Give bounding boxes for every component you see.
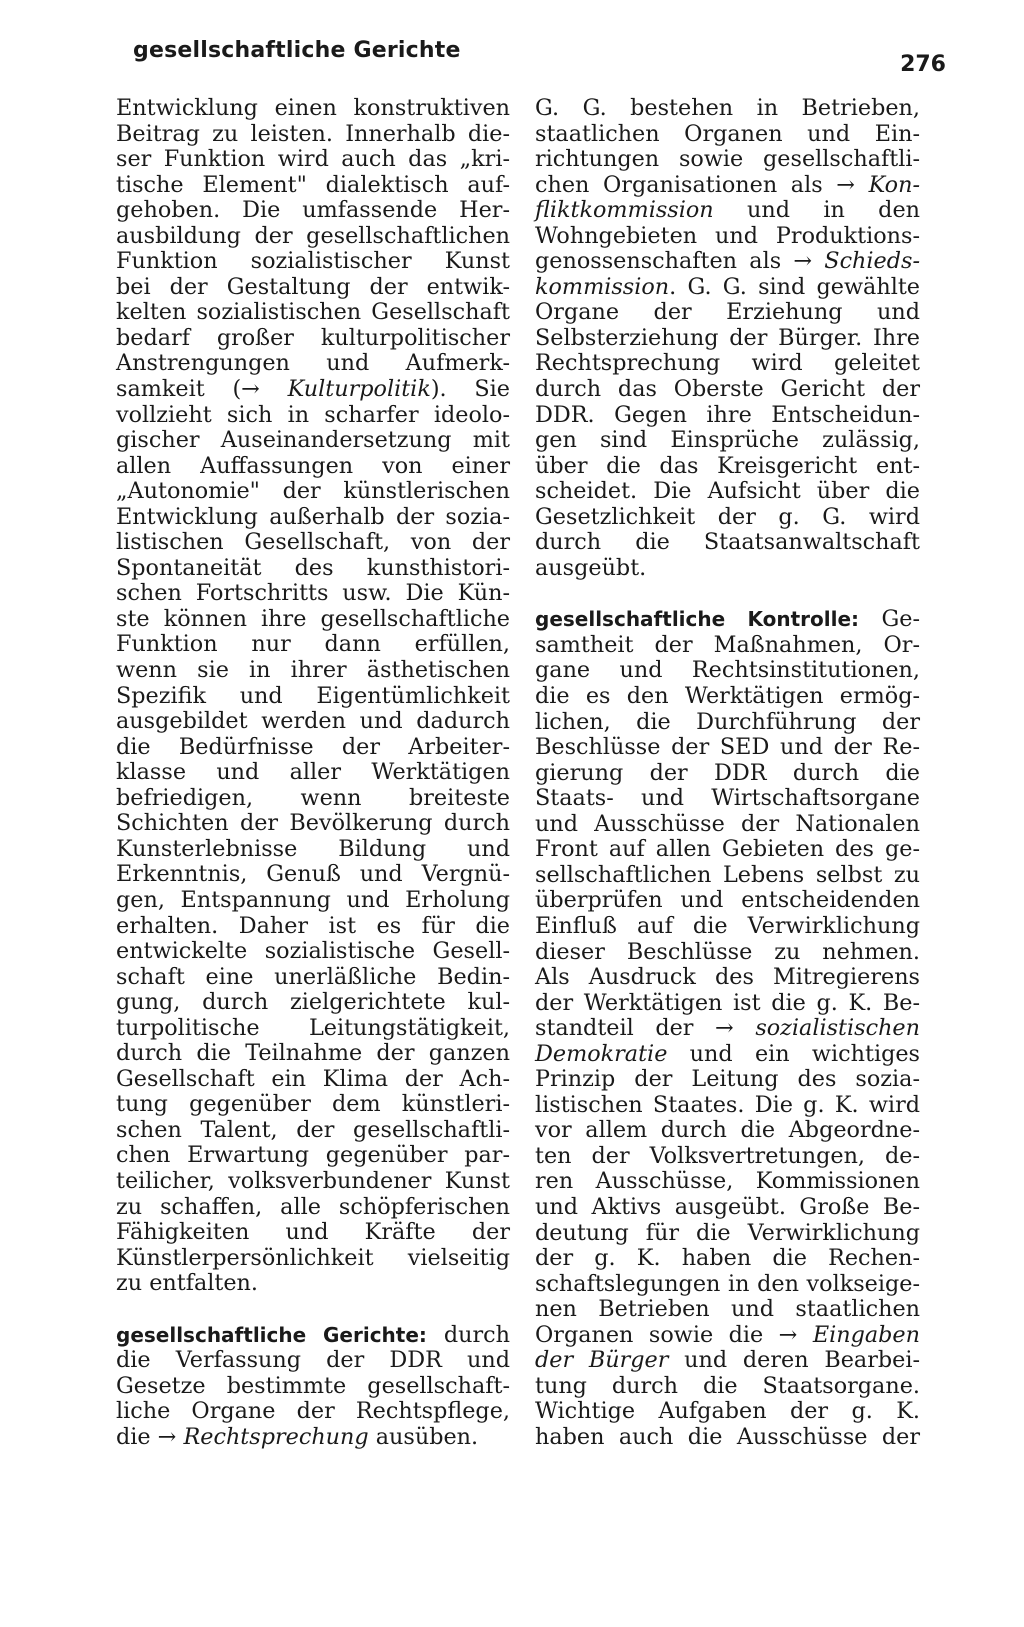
cross-reference[interactable]: Rechtsprechung [183, 1423, 369, 1450]
cross-reference[interactable]: Kulturpolitik [287, 376, 431, 403]
text-line: Wichtige Aufgaben der g. K. [535, 1398, 920, 1425]
text-line: tung gegenüber dem künstleri- [116, 1091, 510, 1118]
text-line: Fähigkeiten und Kräfte der [116, 1219, 510, 1246]
text-line: scheidet. Die Aufsicht über die [535, 478, 920, 505]
text-line: Wohngebieten und Produktions- [535, 222, 920, 249]
text-line: gen sind Einsprüche zulässig, [535, 427, 920, 454]
text-line: und Aktivs ausgeübt. Große Be- [535, 1193, 920, 1220]
text-line: chen Organisationen als → Kon- [535, 171, 920, 198]
text-line: staatlichen Organen und Ein- [535, 120, 920, 147]
text-line: gane und Rechtsinstitutionen, [535, 657, 920, 684]
text-line: Prinzip der Leitung des sozia- [535, 1066, 920, 1093]
text-line: durch die Staatsanwaltschaft [535, 529, 920, 556]
text-line: Beitrag zu leisten. Innerhalb die- [116, 120, 510, 147]
text-line: schen Talent, der gesellschaftli- [116, 1116, 510, 1143]
text-line: die → Rechtsprechung ausüben. [116, 1423, 479, 1450]
text-line: G. G. bestehen in Betrieben, [535, 95, 920, 121]
running-head: gesellschaftliche Gerichte [133, 38, 461, 63]
text-line: der Bürger und deren Bearbei- [535, 1347, 920, 1374]
text-line: schaftslegungen in den volkseige- [535, 1270, 920, 1297]
text-line: Spezifik und Eigentümlichkeit [116, 682, 510, 709]
text-line: standteil der → sozialistischen [535, 1015, 920, 1042]
text-line: durch das Oberste Gericht der [535, 376, 920, 403]
text-line: zu entfalten. [116, 1270, 258, 1297]
text-line: liche Organe der Rechtspflege, [116, 1398, 510, 1425]
text-line: Erkenntnis, Genuß und Vergnü- [116, 861, 510, 888]
text-line: vollzieht sich in scharfer ideolo- [116, 401, 510, 428]
text-line: die Verfassung der DDR und [116, 1347, 510, 1374]
text-line: DDR. Gegen ihre Entscheidun- [535, 401, 920, 428]
text-line: zu schaffen, alle schöpferischen [116, 1193, 510, 1220]
text-line: Front auf allen Gebieten des ge- [535, 836, 920, 863]
text-line: ten der Volksvertretungen, de- [535, 1142, 920, 1169]
text-line: ausbildung der gesellschaftlichen [116, 222, 510, 249]
text-line: schen Fortschritts usw. Die Kün- [116, 580, 510, 607]
text-line: gen, Entspannung und Erholung [116, 886, 510, 913]
text-line: gehoben. Die umfassende Her- [116, 197, 510, 224]
text-line: über die das Kreisgericht ent- [535, 452, 920, 479]
continuation-text-1 [116, 96, 510, 377]
text-line: ausgeübt. [535, 554, 647, 581]
text-line: deutung für die Verwirklichung [535, 1219, 920, 1246]
text-line: die es den Werktätigen ermög- [535, 683, 920, 710]
cross-reference[interactable]: der Bürger [535, 1347, 669, 1374]
text-line: kelten sozialistischen Gesellschaft [116, 299, 510, 326]
text-line: nen Betrieben und staatlichen [535, 1296, 920, 1323]
text-line: chen Erwartung gegenüber par- [116, 1142, 510, 1169]
text-line: Künstlerpersönlichkeit vielseitig [116, 1244, 510, 1271]
text-line: allen Auffassungen von einer [116, 452, 510, 479]
text-line: genossenschaften als → Schieds- [535, 248, 920, 275]
text-line: Einfluß auf die Verwirklichung [535, 912, 920, 939]
text-line: Entwicklung einen konstruktiven [116, 95, 510, 121]
text-line: lichen, die Durchführung der [535, 708, 920, 735]
entry-headword: gesellschaftliche Gerichte: [116, 1322, 427, 1347]
right-column [535, 96, 920, 1450]
cross-reference[interactable]: Eingaben [812, 1321, 920, 1348]
text-line: richtungen sowie gesellschaftli- [535, 146, 920, 173]
text-line: vor allem durch die Abgeordne- [535, 1117, 920, 1144]
text-line: Spontaneität des kunsthistori- [116, 554, 510, 581]
text-line: Gesetze bestimmte gesellschaft- [116, 1372, 510, 1399]
text-line: ren Ausschüsse, Kommissionen [535, 1168, 920, 1195]
text-line: Staats- und Wirtschaftsorgane [535, 785, 920, 812]
text-line: Entwicklung außerhalb der sozia- [116, 503, 510, 530]
entry-gesellschaftliche-gerichte [116, 1323, 510, 1451]
text-line: gesellschaftliche Kontrolle: Ge- [535, 606, 920, 633]
left-column [116, 96, 510, 1450]
text-line: listischen Gesellschaft, von der [116, 529, 510, 556]
entry-headword: gesellschaftliche Kontrolle: [535, 607, 860, 632]
text-line: gung, durch zielgerichtete kul- [116, 989, 510, 1016]
text-line: die Bedürfnisse der Arbeiter- [116, 733, 510, 760]
text-line: Funktion sozialistischer Kunst [116, 248, 510, 275]
cross-reference[interactable]: fliktkommission [535, 197, 714, 224]
text-line: durch die Teilnahme der ganzen [116, 1040, 510, 1067]
text-line: klasse und aller Werktätigen [116, 759, 510, 786]
text-line: sellschaftlichen Lebens selbst zu [535, 861, 920, 888]
text-line: bei der Gestaltung der entwik- [116, 273, 510, 300]
text-line: samtheit der Maßnahmen, Or- [535, 631, 920, 658]
text-line: befriedigen, wenn breiteste [116, 784, 510, 811]
text-line: Demokratie und ein wichtiges [535, 1040, 920, 1067]
text-line: listischen Staates. Die g. K. wird [535, 1091, 920, 1118]
text-line: tung durch die Staatsorgane. [535, 1372, 920, 1399]
text-line: ausgebildet werden und dadurch [116, 708, 510, 735]
cross-reference[interactable]: Schieds- [824, 248, 920, 275]
text-line: der g. K. haben die Rechen- [535, 1245, 920, 1272]
text-line: der Werktätigen ist die g. K. Be- [535, 989, 920, 1016]
text-line: Funktion nur dann erfüllen, [116, 631, 510, 658]
text-line: Kunsterlebnisse Bildung und [116, 835, 510, 862]
text-line: bedarf großer kulturpolitischer [116, 324, 510, 351]
text-line: Schichten der Bevölkerung durch [116, 810, 510, 837]
text-line: gesellschaftliche Gerichte: durch [116, 1321, 510, 1348]
text-line: Rechtsprechung wird geleitet [535, 350, 920, 377]
text-line: fliktkommission und in den [535, 197, 920, 224]
text-line: teilicher, volksverbundener Kunst [116, 1167, 510, 1194]
text-line: Beschlüsse der SED und der Re- [535, 734, 920, 761]
text-line: und Ausschüsse der Nationalen [535, 810, 920, 837]
text-line: Gesellschaft ein Klima der Ach- [116, 1065, 510, 1092]
cross-reference[interactable]: sozialistischen [755, 1015, 920, 1042]
text-line: haben auch die Ausschüsse der [535, 1423, 920, 1450]
cross-reference[interactable]: Kon- [868, 171, 920, 198]
text-line: Anstrengungen und Aufmerk- [116, 350, 510, 377]
text-line: Organen sowie die → Eingaben [535, 1321, 920, 1348]
text-line: samkeit (→ Kulturpolitik). Sie [116, 376, 510, 403]
text-line: Gesetzlichkeit der g. G. wird [535, 503, 920, 530]
text-line: Organe der Erziehung und [535, 299, 920, 326]
continuation-text-2 [116, 403, 510, 1297]
text-line: kommission. G. G. sind gewählte [535, 273, 920, 300]
text-line: gischer Auseinandersetzung mit [116, 427, 510, 454]
text-line: ste können ihre gesellschaftliche [116, 605, 510, 632]
text-line: gierung der DDR durch die [535, 759, 920, 786]
cross-reference[interactable]: kommission [535, 273, 670, 300]
text-line: Als Ausdruck des Mitregierens [535, 964, 920, 991]
text-line: dieser Beschlüsse zu nehmen. [535, 938, 920, 965]
entry-gesellschaftliche-kontrolle [535, 607, 920, 1450]
cross-reference[interactable]: Demokratie [535, 1040, 668, 1067]
text-line: tische Element" dialektisch auf- [116, 171, 510, 198]
text-line: entwickelte sozialistische Gesell- [116, 938, 510, 965]
text-line: ser Funktion wird auch das „kri- [116, 146, 510, 173]
text-line: turpolitische Leitungstätigkeit, [116, 1014, 510, 1041]
text-line: wenn sie in ihrer ästhetischen [116, 657, 510, 684]
text-line: überprüfen und entscheidenden [535, 887, 920, 914]
text-line: Selbsterziehung der Bürger. Ihre [535, 324, 920, 351]
text-line: schaft eine unerläßliche Bedin- [116, 963, 510, 990]
page-number: 276 [900, 52, 946, 77]
text-line: „Autonomie" der künstlerischen [116, 478, 510, 505]
text-line: erhalten. Daher ist es für die [116, 912, 510, 939]
